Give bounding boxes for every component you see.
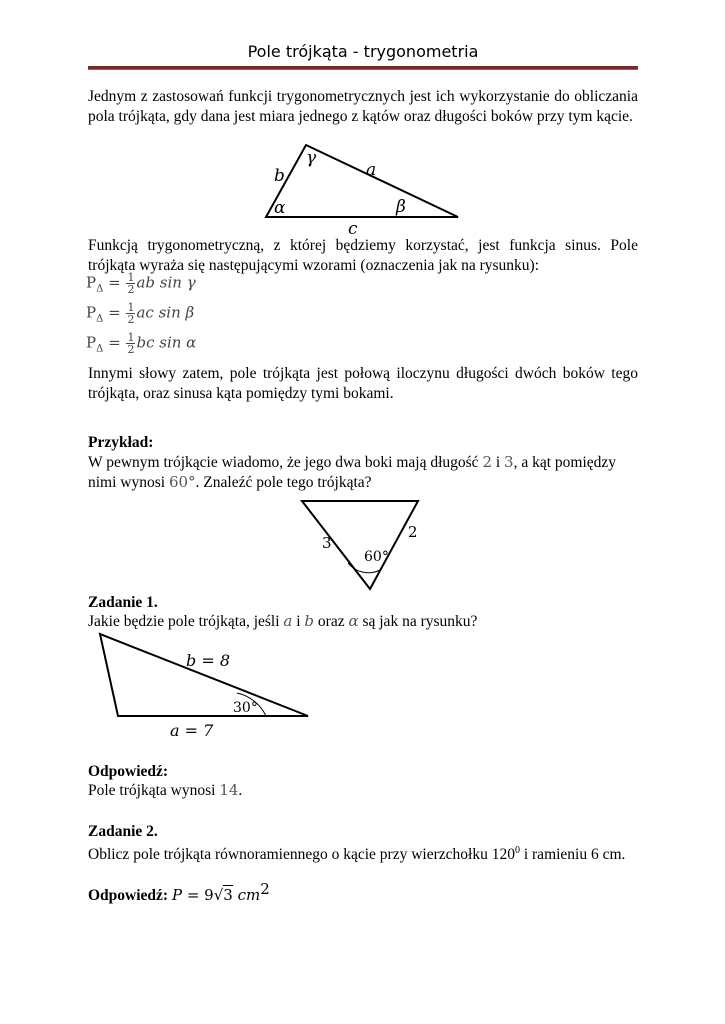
formula-1: $P_\Delta$ = $\frac{1}{2}$ ab sin γ: [86, 271, 196, 296]
example-side-3: 3: [322, 534, 332, 552]
task1-question: Jakie będzie pole trójkąta, jeśli a i b oraz α są jak na rysunku?: [88, 612, 478, 630]
header-rule: [88, 66, 638, 70]
task1-answer: Pole trójkąta wynosi 14.: [88, 781, 243, 799]
formula-2: $P_\Delta$ = $\frac{1}{2}$ ac sin β: [86, 301, 195, 326]
intro-paragraph: Jednym z zastosowań funkcji trygonometrycznych jest ich wykorzystanie do obliczania pola trójkąta, gdy dana jest miara jednego z kątów oraz długości boków przy tym kącie.: [88, 88, 638, 125]
triangle-figure-task1: [92, 630, 317, 740]
task1-angle-label: 30°: [233, 700, 258, 716]
label-alpha: α: [274, 198, 286, 218]
sqrt-sign: √: [213, 886, 224, 905]
summary-paragraph: Innymi słowy zatem, pole trójkąta jest połową iloczynu długości dwóch boków tego trójkąta, oraz sinusa kąta pomiędzy tymi bokami.: [88, 365, 638, 402]
triangle-example-shape: [302, 501, 418, 589]
task1-answer-heading: Odpowiedź:: [88, 763, 169, 780]
label-a: a: [366, 160, 377, 180]
triangle-task1-shape: [100, 634, 308, 716]
example-line-2: nimi wynosi 60°. Znaleźć pole tego trójkąta?: [88, 473, 372, 491]
sine-paragraph: Funkcją trygonometryczną, z której będziemy korzystać, jest funkcja sinus. Pole trójkąta wyraża się następującymi wzorami (oznaczenia jak na rysunku):: [88, 237, 638, 274]
task1-heading: Zadanie 1.: [88, 594, 158, 611]
formula-3: $P_\Delta$ = $\frac{1}{2}$ bc sin α: [86, 331, 197, 356]
label-c: c: [348, 219, 358, 236]
task1-a-label: a = 7: [170, 721, 214, 740]
page-header-title: Pole trójkąta - trygonometria: [247, 42, 479, 61]
label-gamma: γ: [306, 148, 317, 168]
task2-answer: Odpowiedź: P = 9√3 $cm^2$: [88, 880, 270, 905]
triangle-figure-1: [258, 141, 468, 236]
label-b: b: [274, 166, 285, 186]
example-line-1: W pewnym trójkącie wiadomo, że jego dwa boki mają długość 2 i 3, a kąt pomiędzy: [88, 453, 617, 471]
task1-b-label: b = 8: [186, 651, 230, 670]
task2-question: Oblicz pole trójkąta równoramiennego o kącie przy wierzchołku $120^0$ i ramieniu 6 cm.: [88, 845, 626, 864]
triangle-figure-example: [296, 497, 426, 595]
example-angle-label: 60°: [364, 549, 389, 565]
label-beta: β: [396, 197, 406, 217]
example-angle: 60°: [168, 473, 196, 491]
example-side-2: 2: [408, 523, 418, 541]
example-value-3: 3: [504, 453, 514, 471]
example-heading: Przykład:: [88, 434, 154, 451]
triangle-1-shape: [266, 145, 458, 217]
task2-heading: Zadanie 2.: [88, 823, 158, 840]
example-value-2: 2: [482, 453, 492, 471]
